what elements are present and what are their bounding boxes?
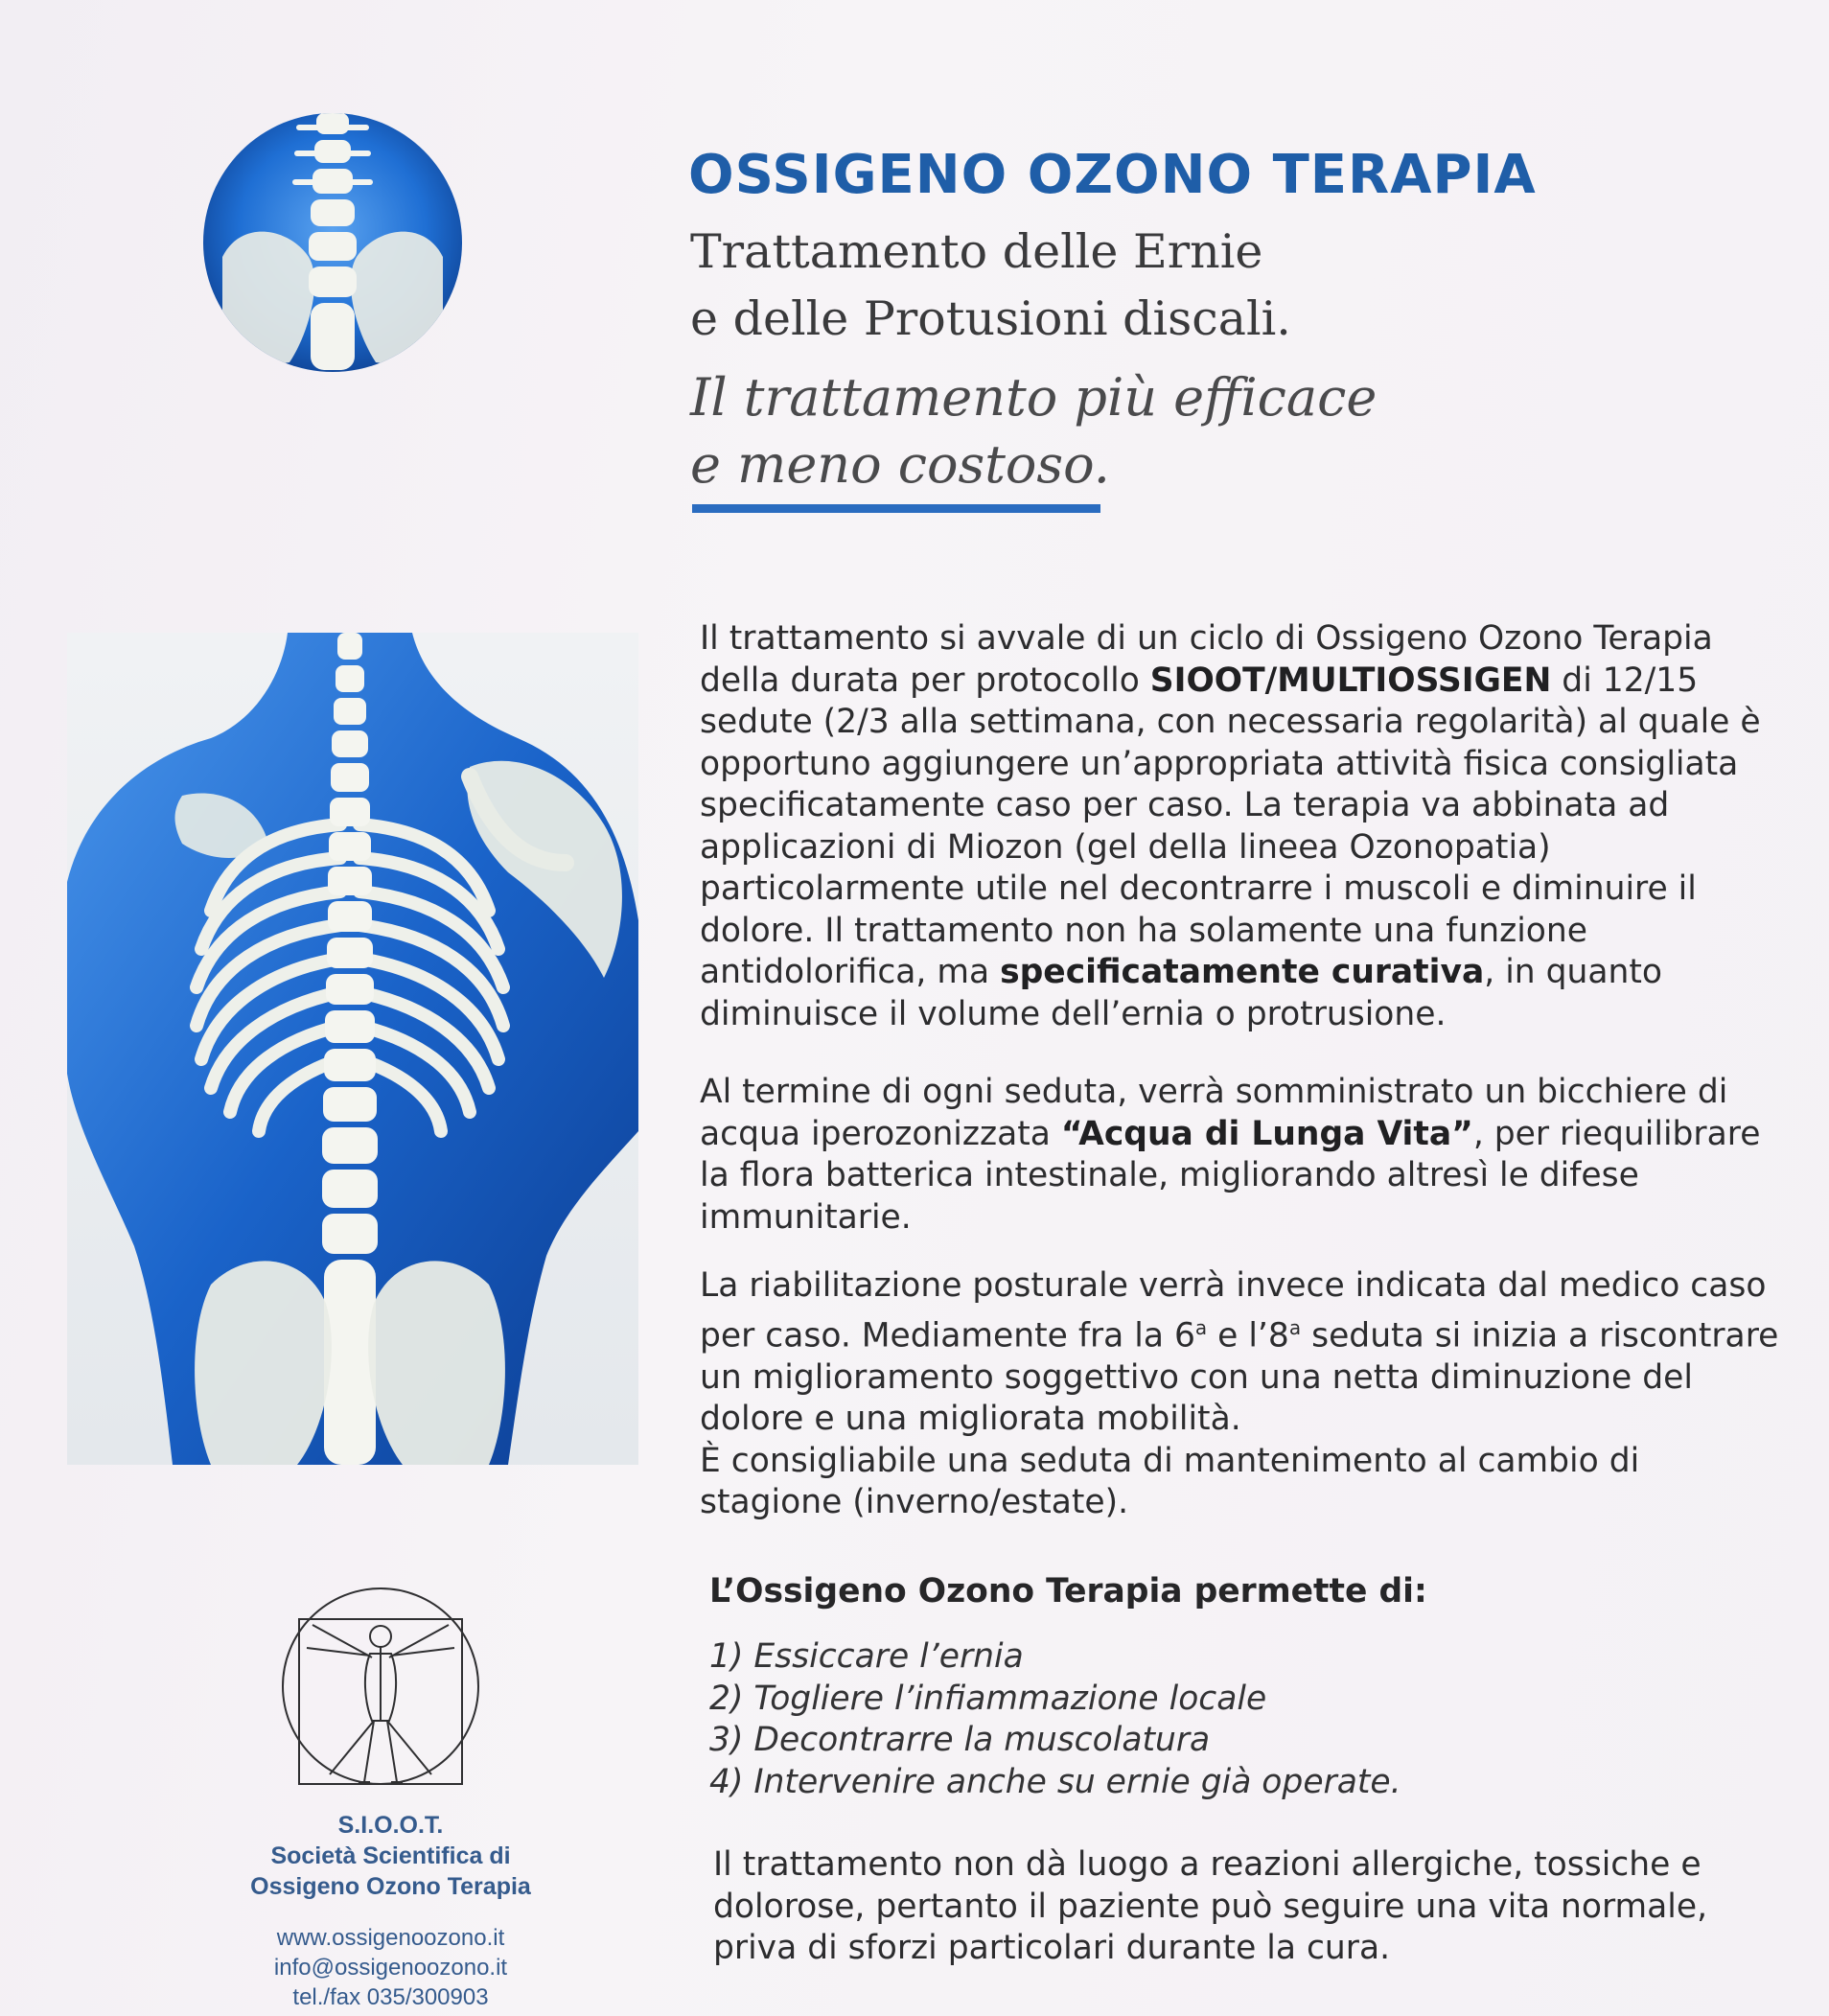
skeleton-illustration	[67, 633, 638, 1465]
ordinal-superscript: a	[1194, 1315, 1208, 1339]
vitruvian-man-icon	[278, 1587, 483, 1794]
benefits-heading: L’Ossigeno Ozono Terapia permette di:	[709, 1572, 1427, 1610]
spine-circle-image	[203, 113, 462, 372]
water-paragraph	[700, 1072, 1783, 1239]
org-name-line: Società Scientifica di	[270, 1842, 511, 1869]
tagline	[690, 364, 1377, 498]
subtitle	[690, 219, 1291, 353]
list-item: 3) Decontrarre la muscolatura	[709, 1721, 1211, 1759]
list-item: 2) Togliere l’infiammazione locale	[709, 1679, 1267, 1718]
tagline-underline	[692, 504, 1100, 513]
text-segment: , in quanto diminuisce il volume dell’ernia o protrusione.	[700, 953, 1663, 1033]
page-title: OSSIGENO OZONO TERAPIA	[688, 144, 1537, 206]
spine-illustration	[203, 113, 462, 372]
rehab-paragraph	[700, 1265, 1783, 1524]
tagline-line: e meno costoso.	[690, 434, 1110, 495]
closing-paragraph: Il trattamento non dà luogo a reazioni allergiche, tossiche e dolorose, pertanto il paziente può seguire una vita normale, priva di sforzi particolari durante la cura.	[713, 1845, 1708, 1967]
text-segment: Il trattamento si avvale di un ciclo di Ossigeno Ozono Terapia della durata per protocollo	[700, 619, 1713, 700]
vitruvian-man-logo	[278, 1587, 483, 1794]
subtitle-line: e delle Protusioni discali.	[690, 291, 1291, 346]
text-segment: La riabilitazione posturale verrà invece indicata dal medico caso per caso. Mediamente fra la 6	[700, 1266, 1767, 1355]
list-item: 1) Essiccare l’ernia	[709, 1637, 1024, 1676]
intro-paragraph	[700, 618, 1783, 1035]
contact-details	[163, 1923, 618, 2012]
product-name: “Acqua di Lunga Vita”	[1060, 1114, 1473, 1153]
email-link[interactable]: info@ossigenoozono.it	[273, 1955, 508, 1981]
phone-number: tel./fax 035/300903	[292, 1984, 489, 2010]
text-segment: di 12/15 sedute (2/3 alla settimana, con necessaria regolarità) al quale è opportuno aggiungere un’appropriata attività fisica consigliata specificatamente caso per caso. La terapia va abbinata ad applicazioni di Miozon (gel della lineea Ozonopatia) particolarmente utile nel decontrarre i muscoli e diminuire il dolore. Il trattamento non ha solamente una funzione antidolorifica, ma	[700, 660, 1761, 991]
list-item: 4) Intervenire anche su ernie già operate.	[709, 1762, 1401, 1801]
website-link[interactable]: www.ossigenoozono.it	[276, 1925, 505, 1951]
protocol-name: SIOOT/MULTIOSSIGEN	[1149, 660, 1552, 700]
benefits-list	[709, 1636, 1401, 1803]
skeleton-back-image	[67, 633, 638, 1465]
footer-contact-block	[163, 1810, 618, 2012]
text-segment: Al termine di ogni seduta, verrà somministrato un bicchiere di acqua iperozonizzata	[700, 1073, 1728, 1153]
org-name	[163, 1810, 618, 1902]
text-segment: , per riequilibrare la flora batterica intestinale, migliorando altresì le difese immunitarie.	[700, 1114, 1761, 1237]
org-name-line: Ossigeno Ozono Terapia	[250, 1873, 531, 1900]
ordinal-superscript: a	[1288, 1315, 1302, 1339]
subtitle-line: Trattamento delle Ernie	[690, 224, 1263, 279]
text-segment: seduta si inizia a riscontrare un miglioramento soggettivo con una netta diminuzione del dolore e una migliorata mobilità.	[700, 1316, 1779, 1438]
text-segment: È consigliabile una seduta di mantenimento al cambio di stagione (inverno/estate).	[700, 1441, 1640, 1521]
tagline-line: Il trattamento più efficace	[690, 367, 1378, 428]
curative-highlight: specificatamente curativa	[1000, 953, 1485, 991]
org-acronym: S.I.O.O.T.	[337, 1812, 444, 1839]
text-segment: e l’8	[1207, 1316, 1289, 1355]
